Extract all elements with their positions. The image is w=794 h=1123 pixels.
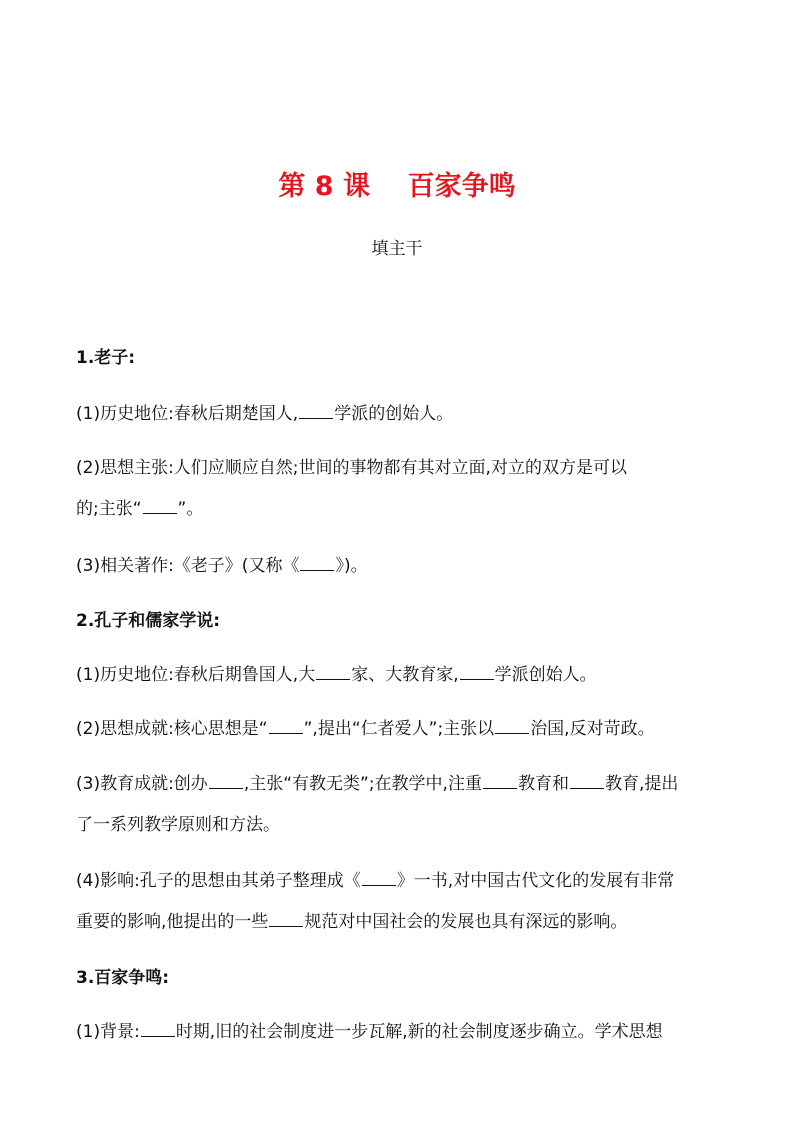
confucius-item-3-cont [76,813,726,837]
text: 》一书,对中国古代文化的发展有非常 [396,871,675,891]
answer-blank[interactable] [570,773,604,789]
text: 重要的影响,他提出的一些 [76,912,269,932]
text: 治国,反对苛政。 [530,719,655,739]
text: 家、大教育家, [351,665,459,685]
answer-blank[interactable] [495,718,529,734]
laozi-item-3 [76,554,726,578]
text: (3)相关著作:《老子》(又称《 [76,556,300,576]
section-heading-confucius: 2.孔子和儒家学说: [76,611,221,631]
answer-blank[interactable] [300,555,334,571]
answer-blank[interactable] [316,664,350,680]
text: 的;主张“ [76,499,142,519]
answer-blank[interactable] [362,870,396,886]
text: (1)历史地位:春秋后期楚国人, [76,404,299,424]
text: 了一系列教学原则和方法。 [76,815,280,835]
answer-blank[interactable] [299,403,333,419]
text: 规范对中国社会的发展也具有深远的影响。 [304,912,628,932]
text: (1)背景: [76,1022,140,1042]
text: 时期,旧的社会制度进一步瓦解,新的社会制度逐步确立。学术思想 [175,1022,663,1042]
section-heading-laozi: 1.老子: [76,348,136,368]
answer-blank[interactable] [143,498,177,514]
text: (4)影响:孔子的思想由其弟子整理成《 [76,871,361,891]
laozi-item-2-cont [76,497,726,521]
section-heading-hundred-schools: 3.百家争鸣: [76,968,170,988]
confucius-item-4 [76,869,726,893]
laozi-item-1 [76,402,726,426]
answer-blank[interactable] [209,773,243,789]
page-subtitle: 填主干 [371,239,423,259]
text: (2)思想主张:人们应顺应自然;世间的事物都有其对立面,对立的双方是可以 [76,458,627,478]
text: ,主张“有教无类”;在教学中,注重 [243,774,482,794]
text: 教育和 [517,774,569,794]
confucius-item-3 [76,772,726,796]
text: ”。 [177,499,204,519]
confucius-item-1 [76,663,726,687]
answer-blank[interactable] [483,773,517,789]
text: (2)思想成就:核心思想是“ [76,719,268,739]
text: 学派的创始人。 [334,404,454,424]
confucius-item-4-cont [76,910,726,934]
answer-blank[interactable] [269,718,303,734]
text: ”,提出“仁者爱人”;主张以 [303,719,495,739]
confucius-item-2 [76,717,726,741]
laozi-item-2 [76,456,726,480]
page-title: 第 8 课 百家争鸣 [278,171,516,202]
answer-blank[interactable] [269,911,303,927]
text: 教育,提出 [604,774,679,794]
text: (1)历史地位:春秋后期鲁国人,大 [76,665,316,685]
text: (3)教育成就:创办 [76,774,208,794]
answer-blank[interactable] [460,664,494,680]
text: 》)。 [335,556,368,576]
answer-blank[interactable] [141,1021,175,1037]
hundred-schools-item-1 [76,1020,726,1044]
text: 学派创始人。 [494,665,597,685]
